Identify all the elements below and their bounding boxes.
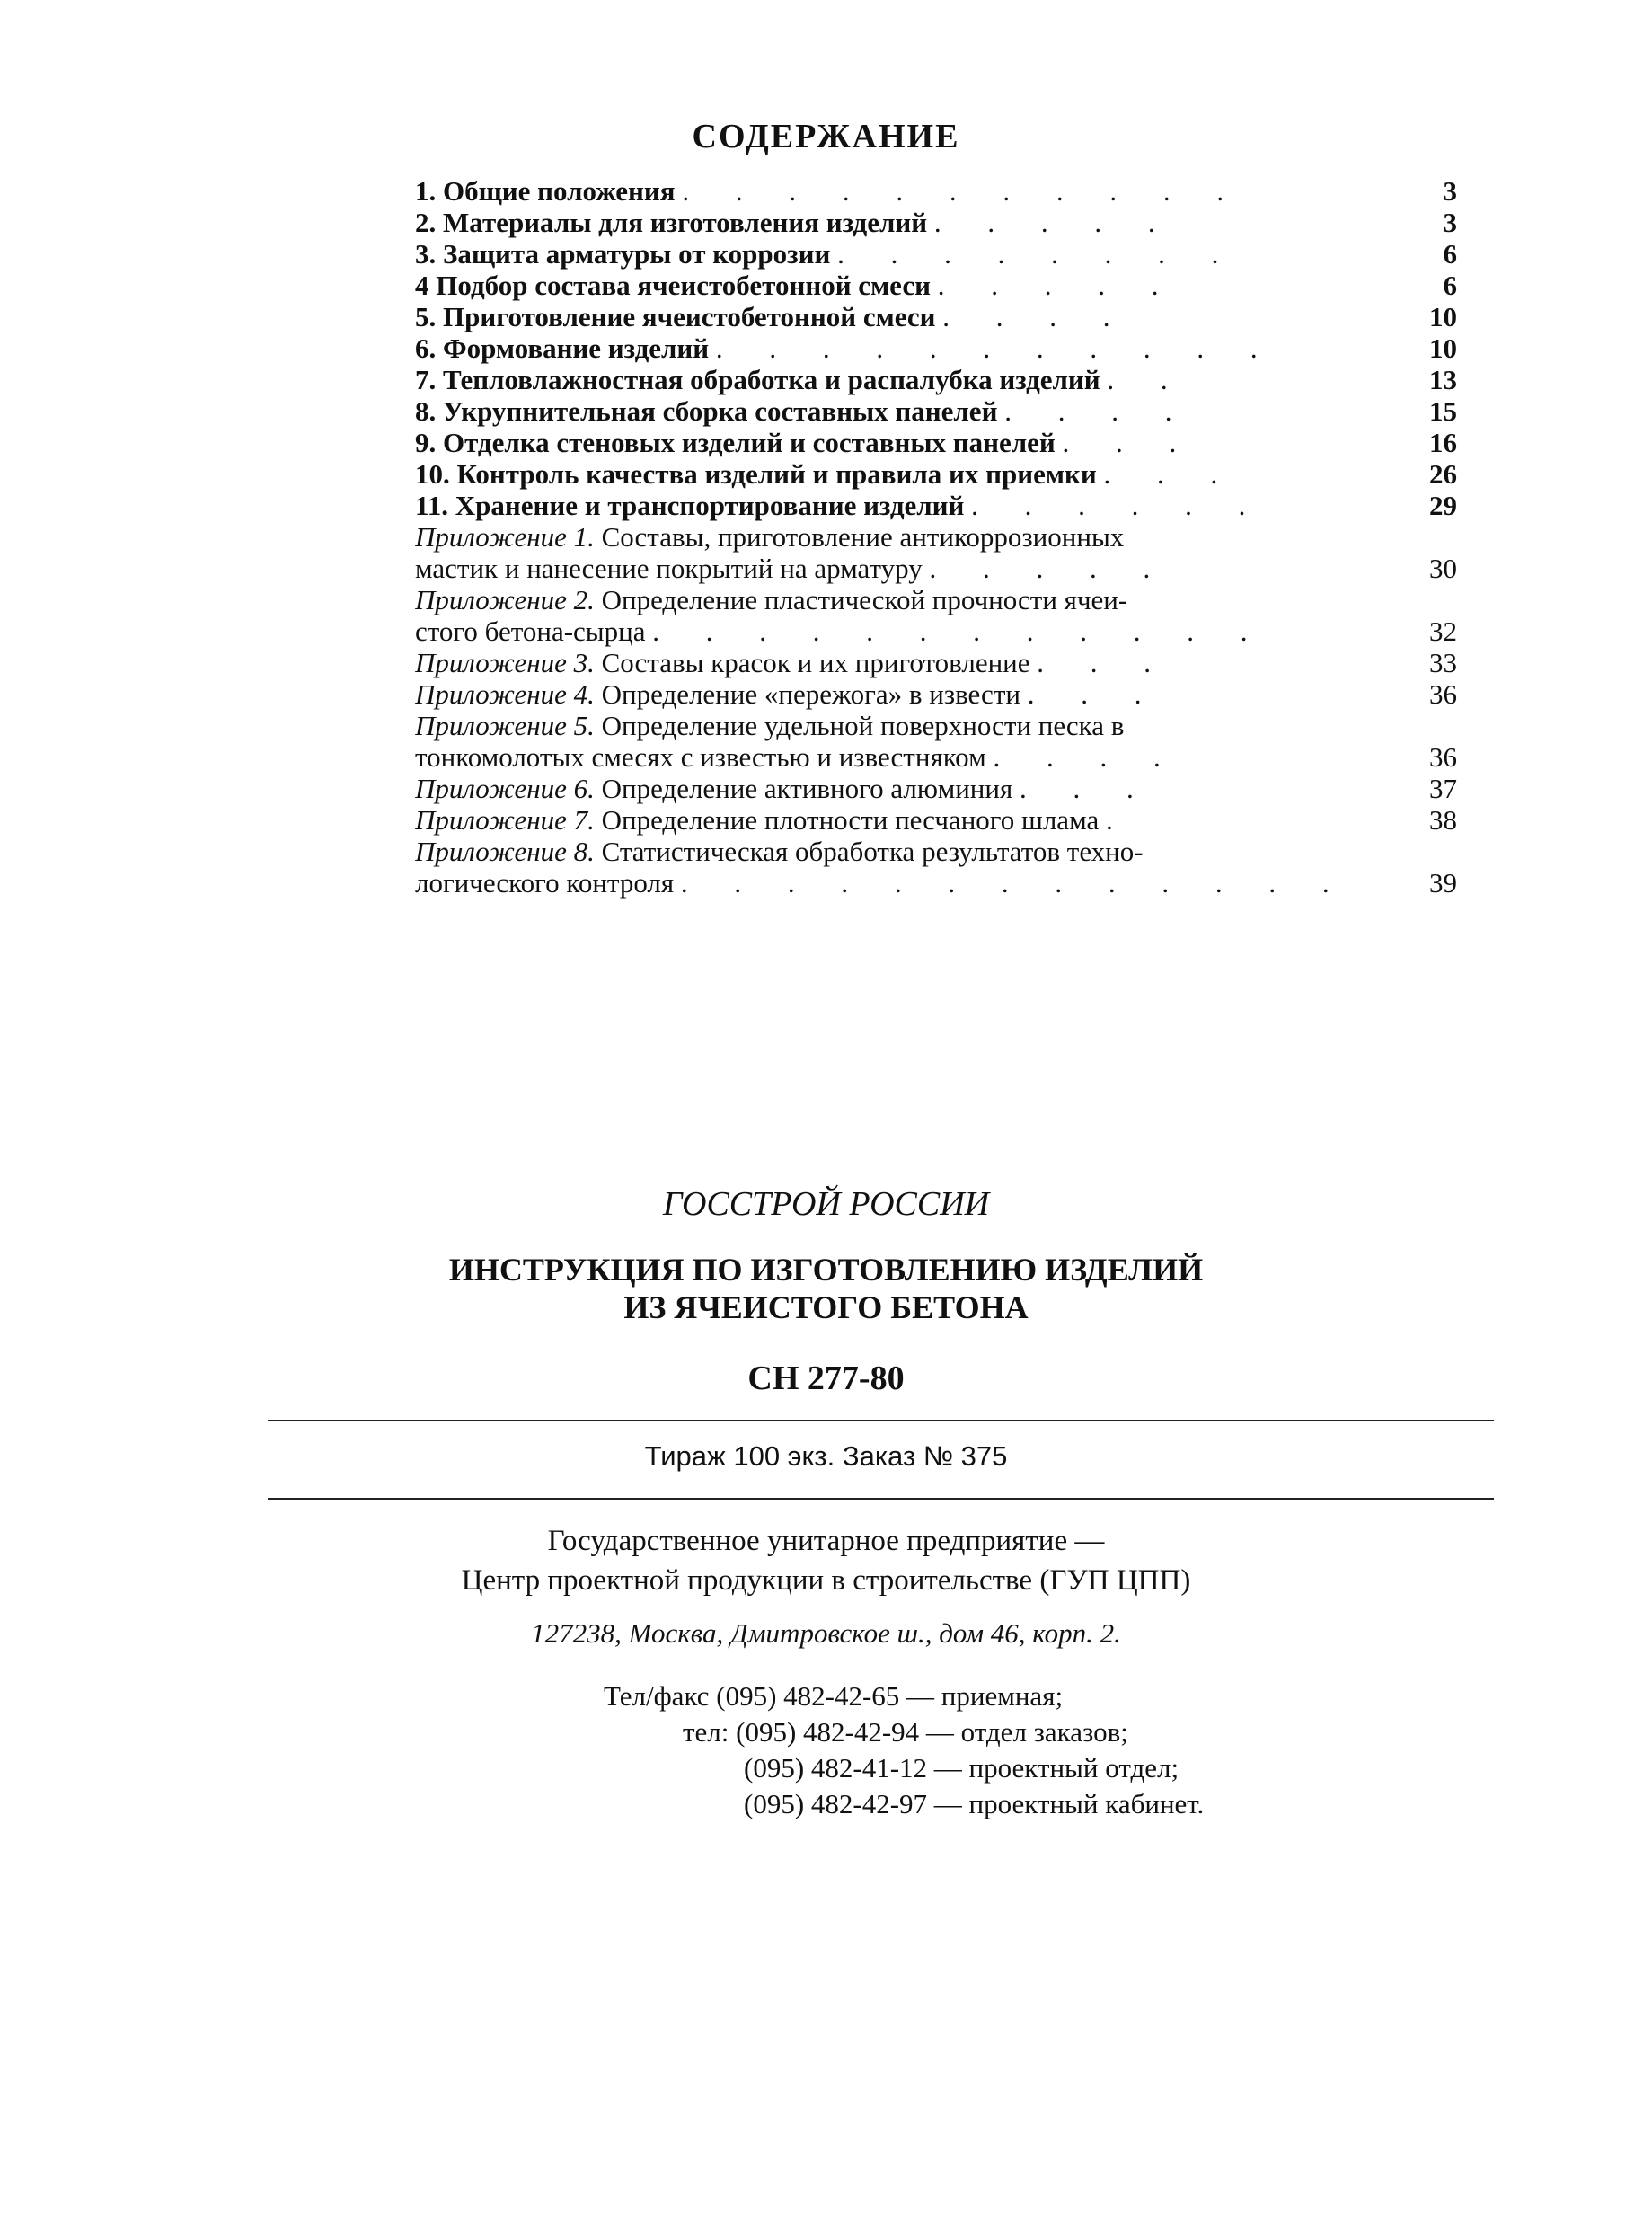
appendix-label: Приложение 2. — [415, 584, 595, 615]
appendix-label: Приложение 6. — [415, 773, 595, 804]
toc-item — [415, 175, 1457, 207]
toc-page-number: 29 — [1429, 490, 1457, 521]
appendix-text: Составы красок и их приготовление — [601, 647, 1030, 678]
toc-item — [415, 395, 1457, 427]
appendix-text: Определение «пережога» в извести — [601, 678, 1020, 710]
document-title-line: ИНСТРУКЦИЯ ПО ИЗГОТОВЛЕНИЮ ИЗДЕЛИЙ — [448, 1252, 1204, 1288]
appendix-label: Приложение 1. — [415, 521, 595, 553]
toc-page-number: 39 — [1429, 867, 1457, 899]
toc-page-number: 33 — [1429, 647, 1457, 678]
toc-item — [415, 490, 1457, 521]
appendix-text: мастик и нанесение покрытий на арматуру — [415, 553, 923, 584]
contact-list — [604, 1678, 1204, 1822]
toc-item-text: 3. Защита арматуры от коррозии — [415, 238, 831, 270]
toc-item — [415, 270, 1457, 301]
toc-appendix — [415, 521, 1457, 553]
organization-name: ГОССТРОЙ РОССИИ — [662, 1185, 990, 1223]
appendix-text: Статистическая обработка результатов техно- — [601, 836, 1144, 867]
toc-leader: . . . . . — [929, 553, 1171, 584]
toc-page-number: 15 — [1429, 395, 1457, 427]
toc-appendix — [415, 710, 1457, 741]
toc-page-number: 3 — [1443, 175, 1457, 207]
appendix-label: Приложение 8. — [415, 836, 595, 867]
toc-page-number: 3 — [1443, 207, 1457, 238]
toc-item-text: 10. Контроль качества изделий и правила их приемки — [415, 458, 1097, 490]
toc-item-text: 7. Тепловлажностная обработка и распалубка изделий — [415, 364, 1100, 395]
appendix-text: Составы, приготовление антикоррозионных — [601, 521, 1125, 553]
toc-leader: . . . — [1020, 773, 1153, 804]
toc-leader: . . . — [1037, 647, 1171, 678]
contact-line: (095) 482-42-97 — проектный кабинет. — [744, 1788, 1205, 1819]
toc-leader: . . . . — [942, 301, 1130, 332]
toc-appendix — [415, 678, 1457, 710]
toc-item — [415, 427, 1457, 458]
toc-leader: . . . . . — [937, 270, 1179, 301]
toc-leader: . . . . . . . . . . . . — [652, 615, 1268, 647]
appendix-text: стого бетона-сырца — [415, 615, 646, 647]
document-title-line: ИЗ ЯЧЕИСТОГО БЕТОНА — [623, 1289, 1029, 1325]
toc-page-number: 26 — [1429, 458, 1457, 490]
toc-appendix — [415, 804, 1457, 836]
toc-item — [415, 301, 1457, 332]
toc-item-text: 11. Хранение и транспортирование изделий — [415, 490, 965, 521]
toc-page-number: 36 — [1429, 678, 1457, 710]
divider — [268, 1498, 1494, 1500]
appendix-text: Определение пластической прочности ячеи- — [601, 584, 1128, 615]
toc-leader: . . . . — [1004, 395, 1192, 427]
appendix-label: Приложение 4. — [415, 678, 595, 710]
document-code: СН 277-80 — [747, 1359, 905, 1397]
appendix-text: тонкомолотых смесях с известью и известняком — [415, 741, 986, 773]
toc-page-number: 36 — [1429, 741, 1457, 773]
toc-page-number: 6 — [1443, 270, 1457, 301]
toc-leader: . . — [1107, 364, 1188, 395]
toc-page-number: 16 — [1429, 427, 1457, 458]
toc-item — [415, 238, 1457, 270]
toc-leader: . . . — [1027, 678, 1162, 710]
contact-line: тел: (095) 482-42-94 — отдел заказов; — [683, 1716, 1128, 1748]
toc-item-text: 5. Приготовление ячеистобетонной смеси — [415, 301, 936, 332]
publisher-line: Государственное унитарное предприятие — — [547, 1525, 1105, 1557]
toc-item-text: 8. Укрупнительная сборка составных панелей — [415, 395, 998, 427]
toc-item-text: 9. Отделка стеновых изделий и составных панелей — [415, 427, 1056, 458]
appendix-label: Приложение 7. — [415, 804, 595, 836]
toc-leader: . . . . . . — [971, 490, 1266, 521]
toc-page-number: 38 — [1429, 804, 1457, 836]
divider — [268, 1420, 1494, 1421]
toc-item-text: 2. Материалы для изготовления изделий — [415, 207, 928, 238]
toc-page-number: 37 — [1429, 773, 1457, 804]
toc-leader: . . . . . — [933, 207, 1175, 238]
toc-appendix-continuation — [415, 741, 1457, 773]
toc-page-number: 10 — [1429, 332, 1457, 364]
contact-line: (095) 482-41-12 — проектный отдел; — [744, 1752, 1179, 1784]
table-of-contents — [415, 175, 1457, 899]
toc-leader: . . . . . . . . . . . — [715, 332, 1277, 364]
toc-appendix — [415, 647, 1457, 678]
publisher-line: Центр проектной продукции в строительстве (ГУП ЦПП) — [461, 1564, 1191, 1597]
toc-leader: . . . . — [993, 741, 1180, 773]
toc-appendix-continuation — [415, 553, 1457, 584]
toc-page-number: 30 — [1429, 553, 1457, 584]
toc-appendix — [415, 773, 1457, 804]
toc-item-text: 1. Общие положения — [415, 175, 676, 207]
toc-appendix — [415, 836, 1457, 867]
publisher-address: 127238, Москва, Дмитровское ш., дом 46, корп. 2. — [531, 1617, 1121, 1649]
toc-leader: . — [1105, 804, 1133, 836]
print-run-info: Тираж 100 экз. Заказ № 375 — [644, 1440, 1008, 1472]
toc-page-number: 6 — [1443, 238, 1457, 270]
toc-appendix — [415, 584, 1457, 615]
toc-item-text: 4 Подбор состава ячеистобетонной смеси — [415, 270, 931, 301]
toc-appendix-continuation — [415, 867, 1457, 899]
toc-leader: . . . — [1103, 458, 1238, 490]
toc-item — [415, 207, 1457, 238]
appendix-label: Приложение 5. — [415, 710, 595, 741]
toc-item-text: 6. Формование изделий — [415, 332, 710, 364]
toc-leader: . . . . . . . . . . . — [682, 175, 1244, 207]
toc-item — [415, 458, 1457, 490]
toc-heading: СОДЕРЖАНИЕ — [692, 118, 960, 155]
publisher — [0, 1521, 1652, 1600]
appendix-text: Определение плотности песчаного шлама — [601, 804, 1100, 836]
toc-page-number: 10 — [1429, 301, 1457, 332]
toc-leader: . . . . . . . . . . . . . — [680, 867, 1349, 899]
appendix-text: логического контроля — [415, 867, 675, 899]
appendix-text: Определение активного алюминия — [601, 773, 1013, 804]
contact-line: Тел/факс (095) 482-42-65 — приемная; — [604, 1680, 1064, 1712]
toc-leader: . . . — [1062, 427, 1197, 458]
document-title — [0, 1251, 1652, 1326]
toc-appendix-continuation — [415, 615, 1457, 647]
toc-page-number: 32 — [1429, 615, 1457, 647]
appendix-text: Определение удельной поверхности песка в — [601, 710, 1125, 741]
toc-leader: . . . . . . . . — [837, 238, 1239, 270]
appendix-label: Приложение 3. — [415, 647, 595, 678]
toc-item — [415, 364, 1457, 395]
toc-item — [415, 332, 1457, 364]
toc-page-number: 13 — [1429, 364, 1457, 395]
